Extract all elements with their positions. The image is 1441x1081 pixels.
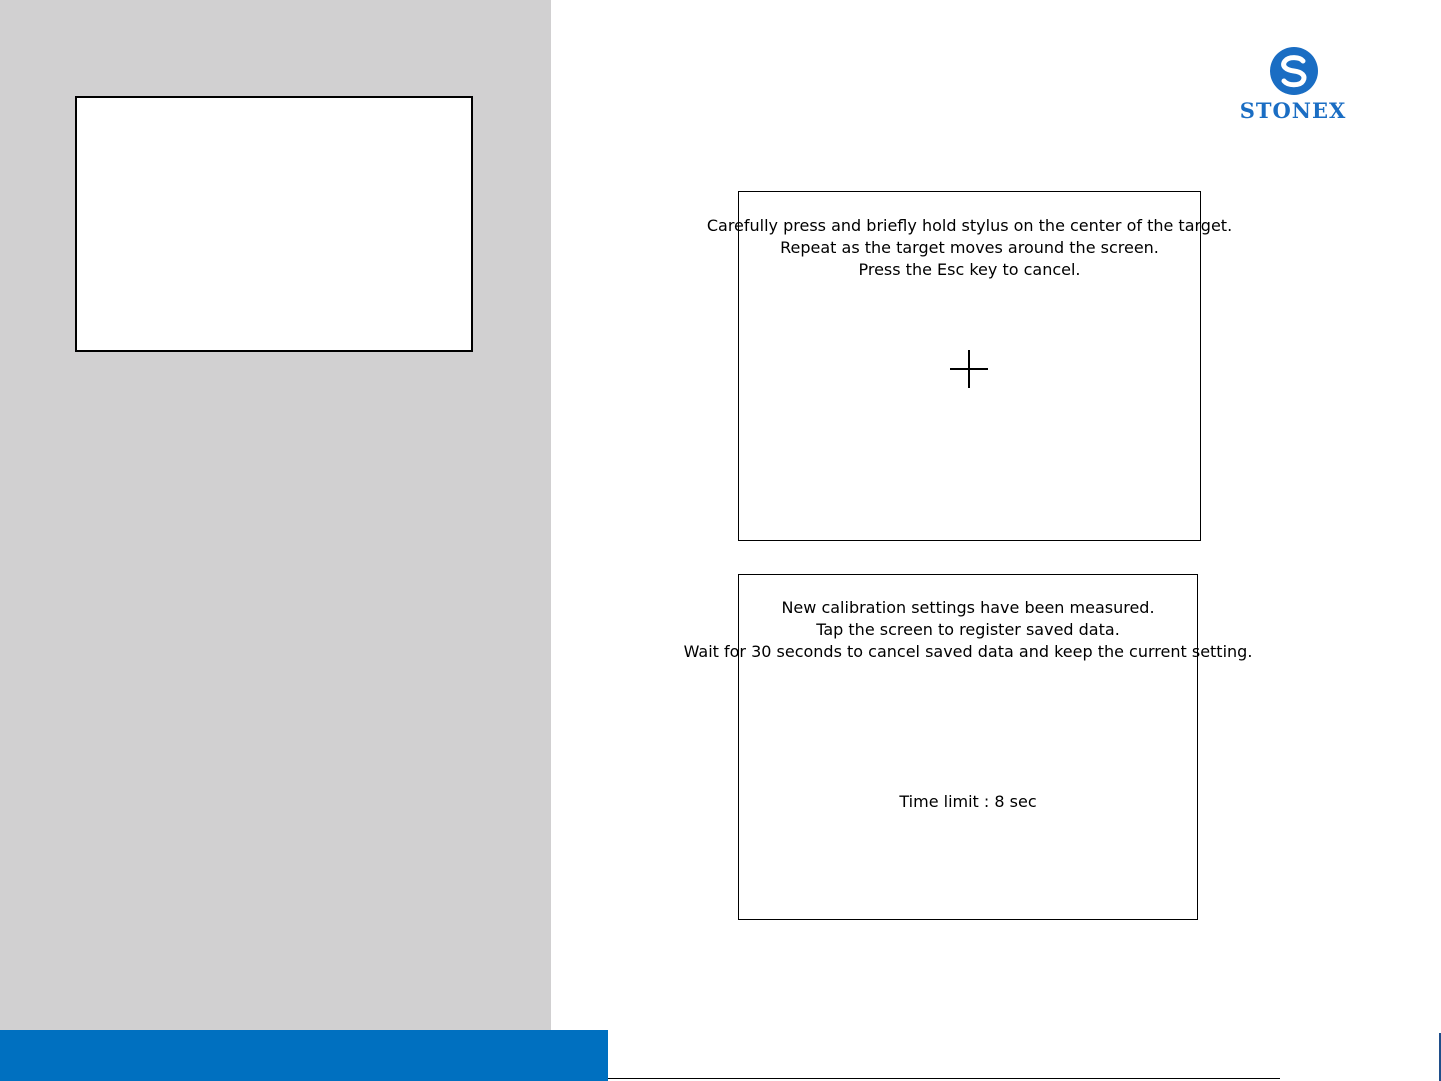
result-line-3: Wait for 30 seconds to cancel saved data and keep the current setting.	[683, 642, 1253, 661]
instruction-line-3: Press the Esc key to cancel.	[858, 260, 1081, 279]
footer-bar	[0, 1030, 608, 1081]
calibration-result-screen[interactable]	[683, 574, 1253, 920]
time-limit-label: Time limit : 8 sec	[899, 792, 1037, 811]
crosshair-icon[interactable]	[950, 350, 988, 388]
stonex-logo-icon	[1269, 46, 1319, 96]
left-panel	[0, 0, 551, 1030]
stonex-logo	[1228, 42, 1358, 128]
logo-wordmark: STONEX	[1239, 98, 1347, 123]
result-line-2: Tap the screen to register saved data.	[816, 620, 1120, 639]
instruction-line-1: Carefully press and briefly hold stylus on the center of the target.	[706, 216, 1233, 235]
calibration-screen[interactable]	[706, 191, 1233, 541]
footer-divider	[608, 1078, 1280, 1079]
result-line-1: New calibration settings have been measured.	[781, 598, 1155, 617]
instruction-line-2: Repeat as the target moves around the screen.	[780, 238, 1159, 257]
empty-frame	[75, 96, 473, 352]
